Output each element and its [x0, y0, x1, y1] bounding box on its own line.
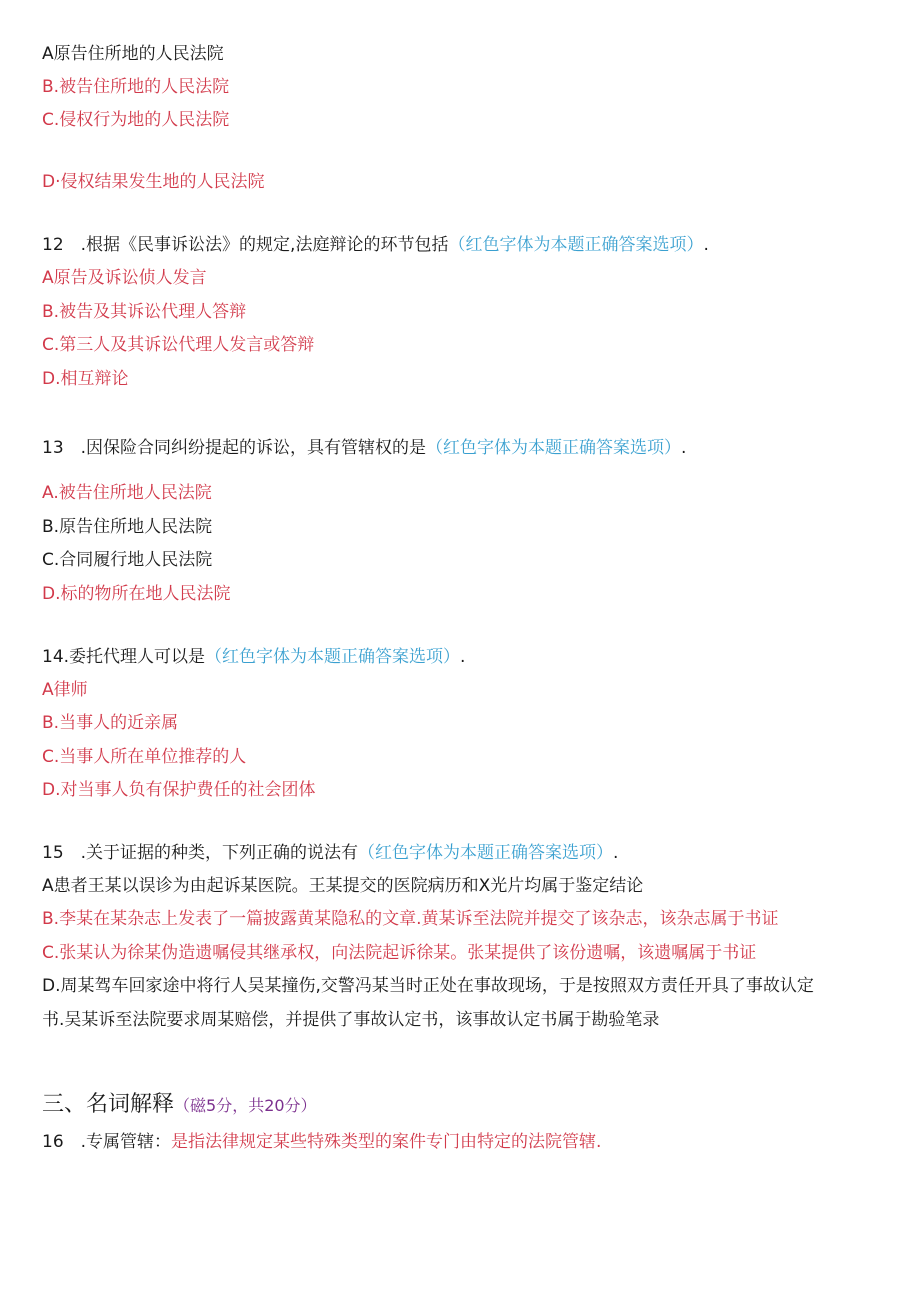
q15-stem: 15 .关于证据的种类，下列正确的说法有 — [42, 843, 359, 863]
q12-option-d: D.相互辩论 — [42, 369, 129, 389]
section-title: 三、名词解释 — [42, 1092, 175, 1117]
q13-option-b: B.原告住所地人民法院 — [42, 517, 213, 537]
q15-option-c: C.张某认为徐某伪造遗嘱侵其继承权，向法院起诉徐某。张某提供了该份遗嘱，该遗嘱属于书证 — [42, 943, 757, 963]
q14-option-c: C.当事人所在单位推荐的人 — [42, 747, 247, 767]
q13-stem: 13 .因保险合同纠纷提起的诉讼，具有管辖权的是 — [42, 438, 427, 458]
q13-option-a: A.被告住所地人民法院 — [42, 483, 212, 503]
q11-option-c: C.侵权行为地的人民法院 — [42, 110, 230, 130]
q12-option-b: B.被告及其诉讼代理人答辩 — [42, 302, 247, 322]
q16-question — [42, 1130, 601, 1154]
q15-question — [42, 841, 618, 865]
q13-tail: . — [681, 438, 687, 458]
q12-question — [42, 233, 709, 257]
q12-tail: . — [703, 235, 709, 255]
q14-option-b: B.当事人的近亲属 — [42, 713, 179, 733]
q11-option-d: D·侵权结果发生地的人民法院 — [42, 172, 265, 192]
q16-stem: 16 .专属管辖： — [42, 1132, 172, 1152]
q14-stem: 14.委托代理人可以是 — [42, 647, 206, 667]
q14-question — [42, 645, 465, 669]
q12-option-c: C.第三人及其诉讼代理人发言或答辩 — [42, 335, 315, 355]
q14-option-d: D.对当事人负有保护费任的社会团体 — [42, 780, 316, 800]
q16-answer: 是指法律规定某些特殊类型的案件专门由特定的法院管辖. — [171, 1132, 602, 1152]
q12-stem: 12 .根据《民事诉讼法》的规定,法庭辩论的环节包括 — [42, 235, 449, 255]
section-score: （磁5分，共20分） — [174, 1096, 317, 1115]
q12-option-a: A原告及诉讼侦人发言 — [42, 268, 207, 288]
q11-option-a: A原告住所地的人民法院 — [42, 44, 224, 64]
q14-option-a: A律师 — [42, 680, 88, 700]
section-heading — [42, 1090, 317, 1120]
q13-hint: （红色字体为本题正确答案选项） — [426, 438, 682, 458]
q14-hint: （红色字体为本题正确答案选项） — [205, 647, 461, 667]
q13-option-c: C.合同履行地人民法院 — [42, 550, 213, 570]
q11-option-b: B.被告住所地的人民法院 — [42, 77, 230, 97]
q15-hint: （红色字体为本题正确答案选项） — [358, 843, 614, 863]
q15-option-d-line1: D.周某驾车回家途中将行人吴某撞伤,交警冯某当时正处在事故现场，于是按照双方责任开具了事故认定 — [42, 976, 814, 996]
q15-tail: . — [613, 843, 619, 863]
q15-option-b: B.李某在某杂志上发表了一篇披露黄某隐私的文章.黄某诉至法院并提交了该杂志，该杂志属于书证 — [42, 909, 779, 929]
q15-option-a: A患者王某以误诊为由起诉某医院。王某提交的医院病历和X光片均属于鉴定结论 — [42, 876, 644, 896]
q13-question — [42, 436, 686, 460]
q13-option-d: D.标的物所在地人民法院 — [42, 584, 231, 604]
q15-option-d-line2: 书.吴某诉至法院要求周某赔偿，并提供了事故认定书，该事故认定书属于勘验笔录 — [42, 1010, 660, 1030]
q14-tail: . — [460, 647, 466, 667]
q12-hint: （红色字体为本题正确答案选项） — [448, 235, 704, 255]
